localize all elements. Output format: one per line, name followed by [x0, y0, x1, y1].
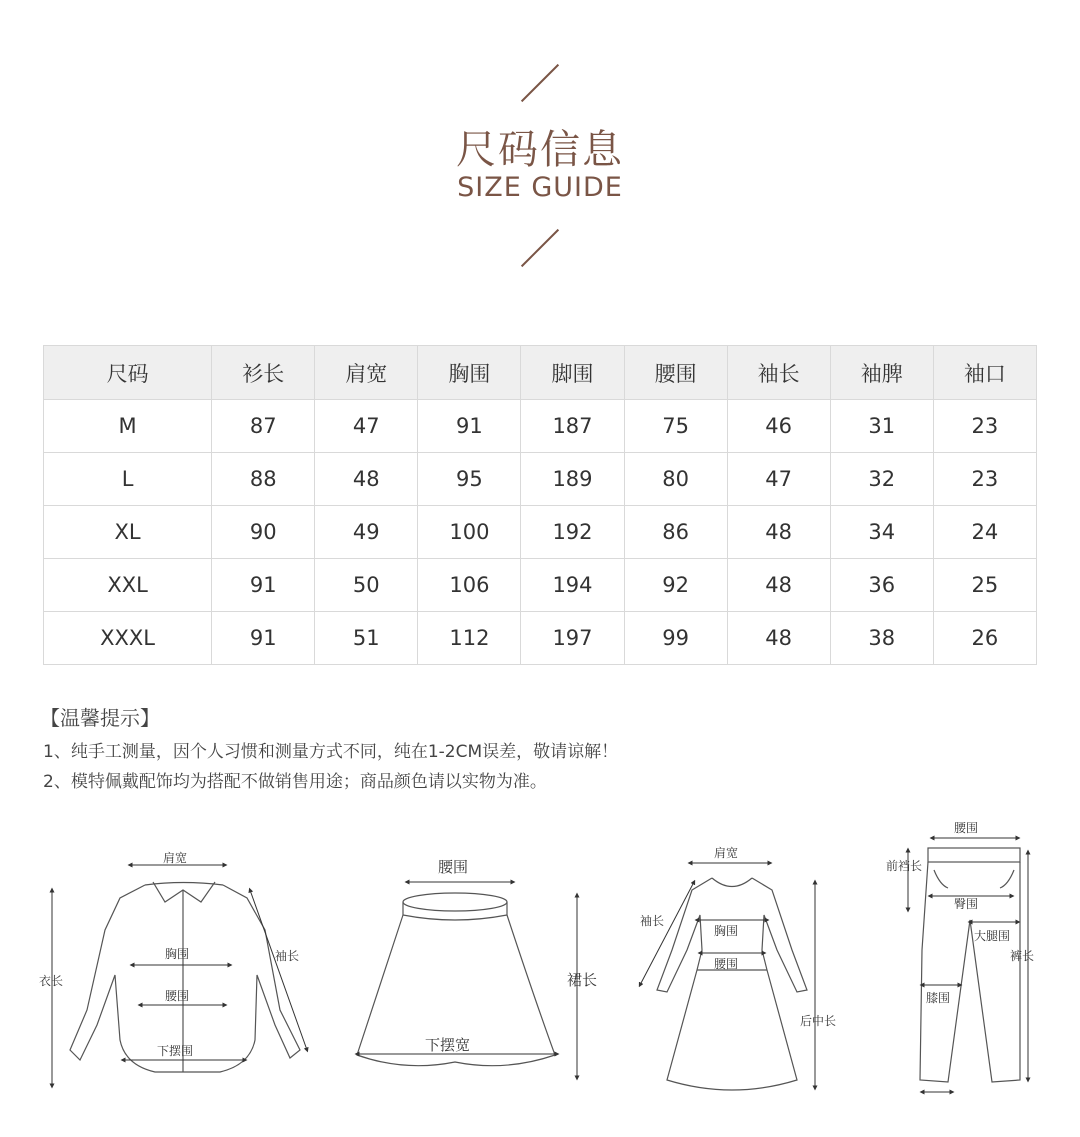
size-table [43, 345, 1037, 665]
page-title: 尺码信息 [456, 127, 624, 173]
table-cell: 34 [830, 506, 933, 559]
table-cell: 48 [727, 559, 830, 612]
table-cell: 46 [727, 400, 830, 453]
table-cell: 23 [933, 400, 1036, 453]
dress-chest-label: 胸围 [714, 924, 739, 938]
table-cell: 47 [315, 400, 418, 453]
table-cell: 75 [624, 400, 727, 453]
table-cell: L [44, 453, 212, 506]
shirt-measurement-diagram [35, 810, 315, 1100]
pants-thigh-label: 大腿围 [974, 929, 1011, 943]
skirt-length-label: 裙长 [567, 971, 598, 989]
table-cell: 189 [521, 453, 624, 506]
pants-measurement-diagram [870, 810, 1050, 1100]
column-header-length: 衫长 [212, 346, 315, 400]
pants-length-label: 裤长 [1010, 949, 1035, 963]
page-subtitle: SIZE GUIDE [457, 172, 623, 203]
table-row [44, 400, 1037, 453]
table-cell: 106 [418, 559, 521, 612]
column-header-upper-arm: 袖脾 [830, 346, 933, 400]
table-cell: 31 [830, 400, 933, 453]
table-cell: 48 [315, 453, 418, 506]
column-header-chest: 胸围 [418, 346, 521, 400]
table-cell: 194 [521, 559, 624, 612]
table-header-row [44, 346, 1037, 400]
table-row [44, 506, 1037, 559]
column-header-hem: 脚围 [521, 346, 624, 400]
table-cell: 51 [315, 612, 418, 665]
table-cell: 36 [830, 559, 933, 612]
table-cell: XL [44, 506, 212, 559]
table-cell: 99 [624, 612, 727, 665]
table-cell: 24 [933, 506, 1036, 559]
table-cell: 48 [727, 506, 830, 559]
dress-sleeve-label: 袖长 [640, 914, 665, 928]
skirt-measurement-diagram [345, 810, 605, 1100]
tips-title: 【温馨提示】 [40, 706, 160, 730]
table-cell: 112 [418, 612, 521, 665]
shirt-waist-label: 腰围 [165, 989, 190, 1003]
table-cell: 26 [933, 612, 1036, 665]
table-cell: 95 [418, 453, 521, 506]
table-cell: 197 [521, 612, 624, 665]
table-cell: 90 [212, 506, 315, 559]
tip-line-1: 1、纯手工测量，因个人习惯和测量方式不同，纯在1-2CM误差，敬请谅解！ [43, 742, 619, 762]
table-row [44, 559, 1037, 612]
column-header-cuff: 袖口 [933, 346, 1036, 400]
table-cell: 23 [933, 453, 1036, 506]
table-cell: 47 [727, 453, 830, 506]
decorative-slash-top [521, 64, 559, 102]
table-row [44, 453, 1037, 506]
pants-knee-label: 膝围 [926, 991, 951, 1005]
table-cell: 91 [212, 559, 315, 612]
tip-line-2: 2、模特佩戴配饰均为搭配不做销售用途；商品颜色请以实物为准。 [43, 772, 547, 792]
column-header-size: 尺码 [44, 346, 212, 400]
dress-measurement-diagram [632, 810, 837, 1100]
table-cell: XXL [44, 559, 212, 612]
skirt-hem-label: 下摆宽 [425, 1036, 471, 1054]
column-header-waist: 腰围 [624, 346, 727, 400]
pants-waist-label: 腰围 [954, 821, 979, 835]
table-cell: 91 [418, 400, 521, 453]
table-cell: 92 [624, 559, 727, 612]
shirt-chest-label: 胸围 [165, 947, 190, 961]
shirt-hem-label: 下摆围 [157, 1044, 194, 1058]
table-cell: XXXL [44, 612, 212, 665]
column-header-sleeve-length: 袖长 [727, 346, 830, 400]
dress-waist-label: 腰围 [714, 957, 739, 971]
table-cell: 49 [315, 506, 418, 559]
table-cell: 88 [212, 453, 315, 506]
dress-length-label: 后中长 [800, 1014, 837, 1028]
table-cell: 48 [727, 612, 830, 665]
pants-rise-label: 前裆长 [886, 859, 923, 873]
table-cell: 187 [521, 400, 624, 453]
table-cell: 80 [624, 453, 727, 506]
table-cell: 32 [830, 453, 933, 506]
column-header-shoulder: 肩宽 [315, 346, 418, 400]
table-cell: 91 [212, 612, 315, 665]
dress-shoulder-label: 肩宽 [714, 846, 739, 860]
decorative-slash-bottom [521, 229, 559, 267]
table-cell: 192 [521, 506, 624, 559]
pants-hip-label: 臀围 [954, 897, 979, 911]
shirt-sleeve-label: 袖长 [275, 949, 300, 963]
table-cell: 87 [212, 400, 315, 453]
shirt-length-label: 衣长 [39, 974, 64, 988]
skirt-waist-label: 腰围 [438, 858, 469, 876]
table-cell: 38 [830, 612, 933, 665]
table-cell: 50 [315, 559, 418, 612]
table-row [44, 612, 1037, 665]
table-cell: 86 [624, 506, 727, 559]
table-cell: 100 [418, 506, 521, 559]
shirt-shoulder-label: 肩宽 [163, 851, 188, 865]
table-cell: 25 [933, 559, 1036, 612]
table-cell: M [44, 400, 212, 453]
